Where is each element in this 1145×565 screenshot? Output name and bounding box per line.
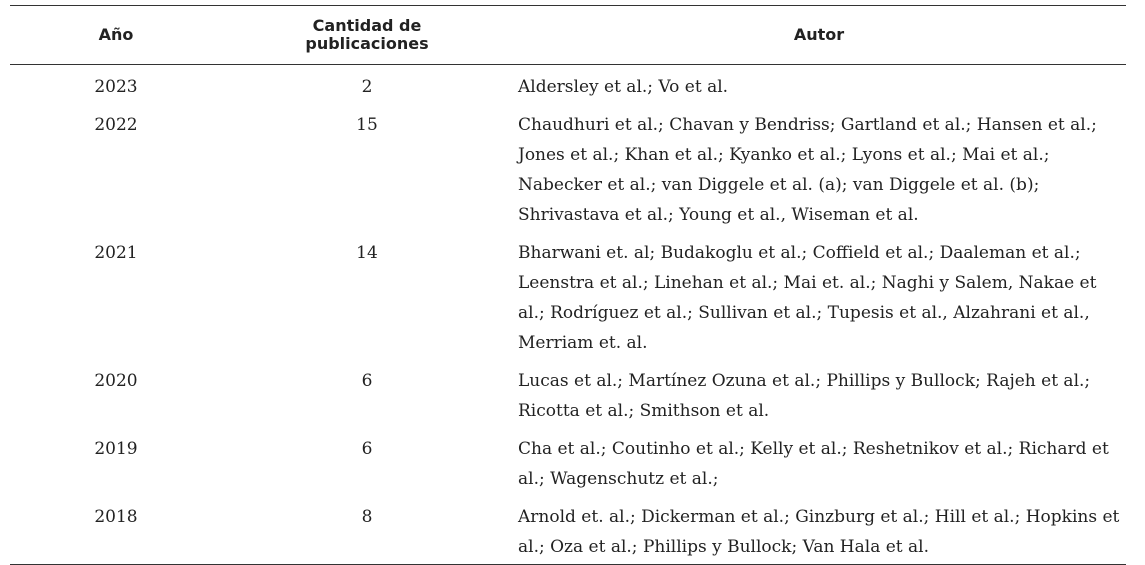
cell-year: 2020 bbox=[94, 371, 138, 391]
header-year: Año bbox=[98, 25, 134, 44]
cell-count: 2 bbox=[361, 77, 373, 97]
publications-table bbox=[10, 5, 1126, 565]
header-count-label: Cantidad de publicaciones bbox=[305, 16, 429, 53]
table-row bbox=[10, 366, 1126, 434]
table-row bbox=[10, 238, 1126, 366]
cell-year: 2022 bbox=[94, 115, 138, 135]
cell-year: 2021 bbox=[94, 243, 138, 263]
cell-count: 8 bbox=[361, 507, 373, 527]
publications-table-container bbox=[10, 5, 1126, 565]
table-row bbox=[10, 502, 1126, 565]
cell-count: 6 bbox=[361, 371, 373, 391]
cell-authors: Aldersley et al.; Vo et al. bbox=[518, 77, 729, 97]
cell-authors: Bharwani et. al; Budakoglu et al.; Coffield et al.; Daaleman et al.; Leenstra et al.; Linehan et al.; Mai et. al.; Naghi y Salem, Nakae et al.; Rodríguez et al.; Sullivan et al.; Tupesis et al., Alzahrani et al., Merriam et. al. bbox=[518, 243, 1097, 353]
header-author: Autor bbox=[793, 25, 845, 44]
header-row bbox=[10, 6, 1126, 65]
table-row bbox=[10, 65, 1126, 111]
table-header bbox=[10, 6, 1126, 65]
table-row bbox=[10, 434, 1126, 502]
cell-authors: Chaudhuri et al.; Chavan y Bendriss; Gartland et al.; Hansen et al.; Jones et al.; Khan et al.; Kyanko et al.; Lyons et al.; Mai et al.; Nabecker et al.; van Diggele et al. (a); van Diggele et al. (b); Shrivastava et al.; Young et al., Wiseman et al. bbox=[518, 115, 1097, 225]
cell-year: 2018 bbox=[94, 507, 138, 527]
cell-count: 14 bbox=[356, 243, 378, 263]
cell-year: 2019 bbox=[94, 439, 138, 459]
cell-count: 6 bbox=[361, 439, 373, 459]
table-row bbox=[10, 110, 1126, 238]
table-body bbox=[10, 65, 1126, 565]
cell-authors: Arnold et. al.; Dickerman et al.; Ginzburg et al.; Hill et al.; Hopkins et al.; Oza et al.; Phillips y Bullock; Van Hala et al. bbox=[518, 507, 1120, 557]
cell-authors: Lucas et al.; Martínez Ozuna et al.; Phillips y Bullock; Rajeh et al.; Ricotta et al.; Smithson et al. bbox=[518, 371, 1091, 421]
header-count bbox=[222, 6, 512, 65]
cell-count: 15 bbox=[356, 115, 378, 135]
cell-year: 2023 bbox=[94, 77, 138, 97]
cell-authors: Cha et al.; Coutinho et al.; Kelly et al.; Reshetnikov et al.; Richard et al.; Wagenschutz et al.; bbox=[518, 439, 1109, 489]
